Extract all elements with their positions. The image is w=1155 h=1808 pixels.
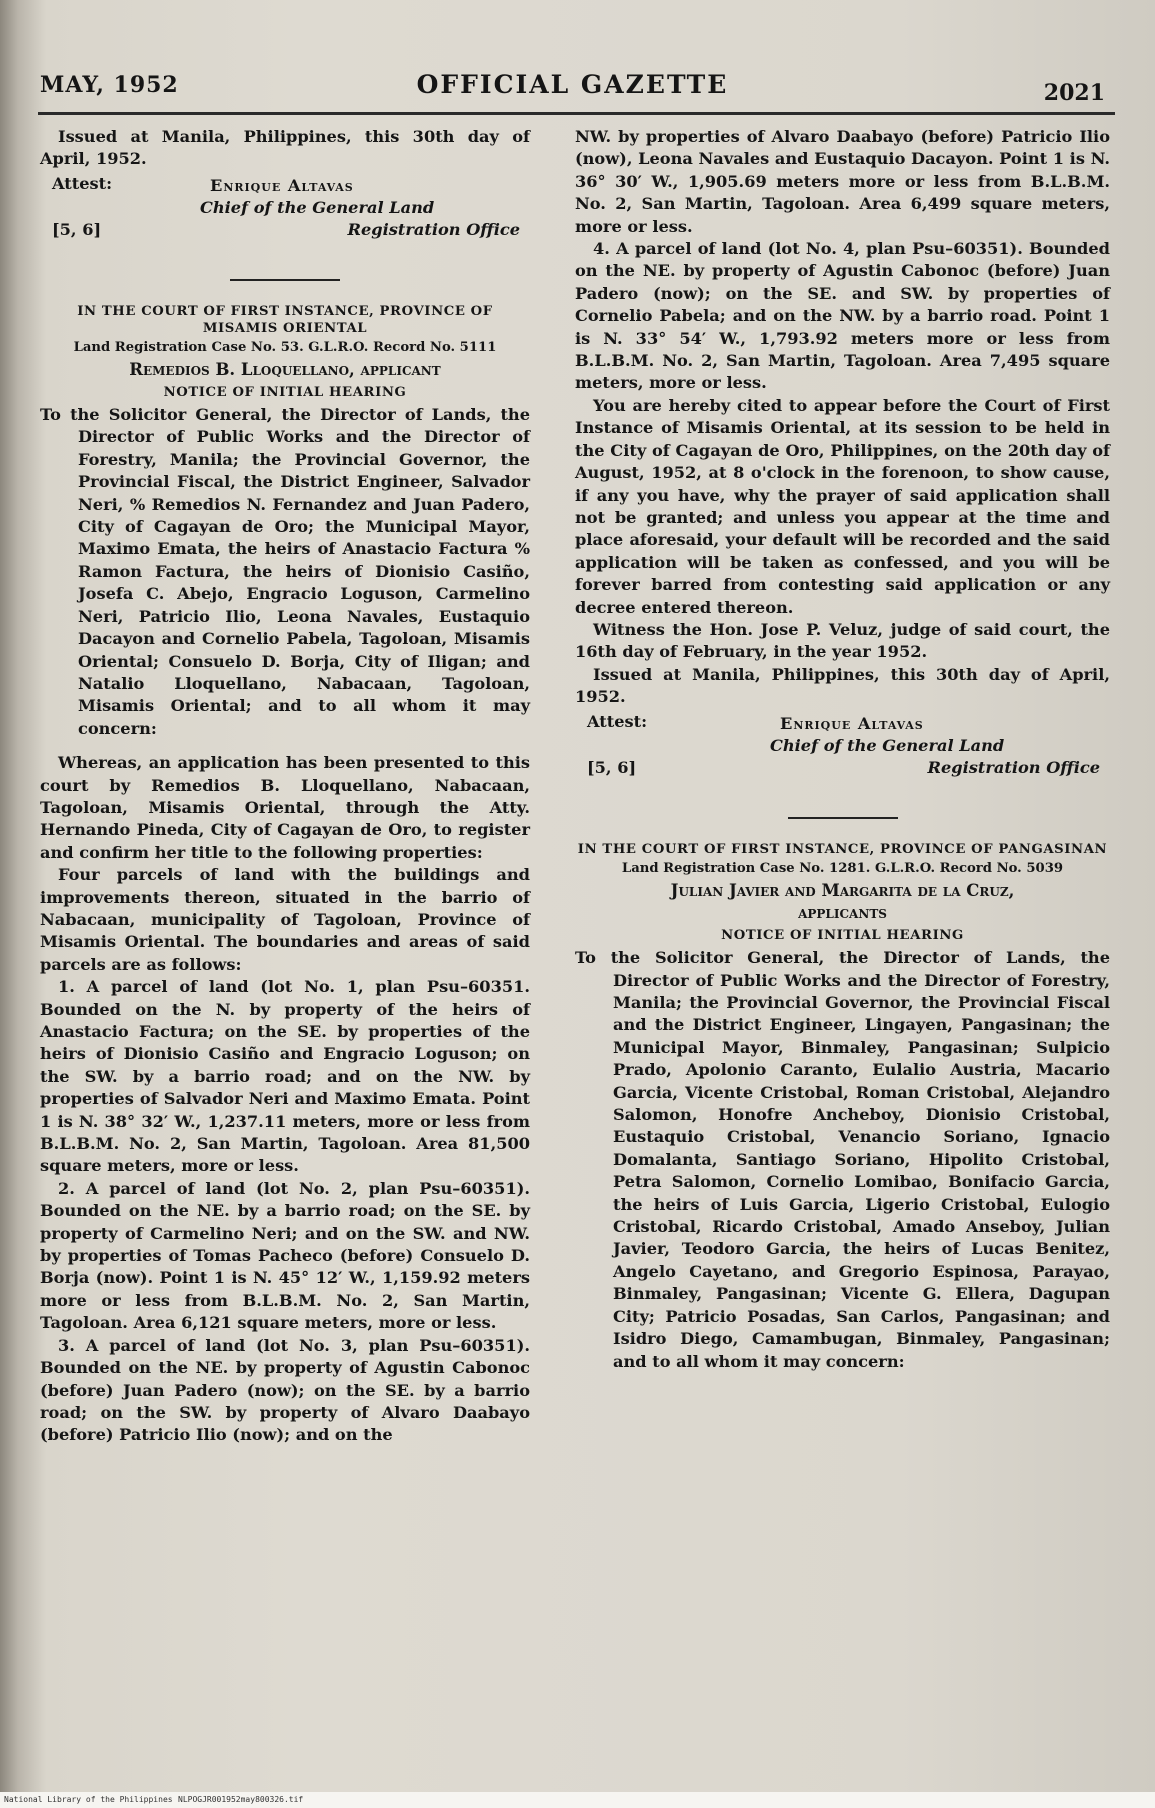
addressees-paragraph: To the Solicitor General, the Director of Lands, the Director of Public Works and the Director of Forestry, Manila; the Provincial Governor, the Provincial Fiscal and the District Engineer, Lingayen, Pangasinan; the Municipal Mayor, Binmaley, Pangasinan; Sulpicio Prado, Apolonio Caranto, Eulalio Austria, Macario Garcia, Vicente Cristobal, Roman Cristobal, Alejandro Salomon, Honofre Ancheboy, Dionisio Cristobal, Eustaquio Cristobal, Venancio Soriano, Ignacio Domalanta, Santiago Soriano, Hipolito Cristobal, Petra Salomon, Cornelio Lomibao, Bonifacio Garcia, the heirs of Luis Garcia, Ligerio Cristobal, Eulogio Cristobal, Ricardo Cristobal, Amado Anseboy, Julian Javier, Teodoro Garcia, the heirs of Lucas Benitez, Angelo Cayetano, and Gregorio Espinosa, Parayao, Binmaley, Pangasinan; Vicente G. Ellera, Dagupan City; Patricio Posadas, San Carlos, Pangasinan; and Isidro Diego, Camambugan, Binmaley, Pangasinan; and to all whom it may concern:: [575, 948, 1110, 1371]
library-credit: National Library of the Philippines: [4, 1795, 173, 1804]
applicants-names: Julian Javier and Margarita de la Cruz,: [670, 880, 1015, 900]
attest-name: Enrique Altavas: [210, 175, 354, 195]
parcel-2-paragraph: 2. A parcel of land (lot No. 2, plan Psu–60351). Bounded on the NE. by a barrio road; on the SE. by property of Carmelino Neri; and on the SW. and NW. by properties of Tomas Pacheco (before) Consuelo D. Borja (now). Point 1 is N. 45° 12′ W., 1,159.92 meters more or less from B.L.B.M. No. 2, San Martin, Tagoloan. Area 6,121 square meters, more or less.: [40, 1178, 530, 1333]
parcels-intro-paragraph: Four parcels of land with the buildings and improvements thereon, situated in the barrio of Nabacaan, municipality of Tagoloan, Province of Misamis Oriental. The boundaries and areas of said parcels are as follows:: [40, 865, 530, 974]
attest-title-line1: Chief of the General Land: [200, 197, 435, 217]
scan-footer: [0, 1792, 1155, 1808]
attest-title-line2: Registration Office: [927, 757, 1100, 777]
left-column: [40, 126, 530, 1447]
attestation: [40, 173, 530, 261]
section-separator: [230, 279, 340, 281]
header-rule: [38, 112, 1115, 115]
attest-title-line2: Registration Office: [347, 219, 520, 239]
attest-label: Attest:: [587, 711, 648, 731]
court-heading: IN THE COURT OF FIRST INSTANCE, PROVINCE OF MISAMIS ORIENTAL: [77, 303, 493, 336]
page-header: [40, 62, 1105, 114]
whereas-paragraph: Whereas, an application has been presented to this court by Remedios B. Lloquellano, Nabacaan, Tagoloan, Misamis Oriental, through the Atty. Hernando Pineda, City of Cagayan de Oro, to register and confirm her title to the following properties:: [40, 753, 530, 862]
header-date: MAY, 1952: [40, 72, 179, 98]
addressees-paragraph: To the Solicitor General, the Director of Lands, the Director of Public Works and the Director of Forestry, Manila; the Provincial Governor, the Provincial Fiscal, the District Engineer, Salvador Neri, % Remedios N. Fernandez and Juan Padero, City of Cagayan de Oro; the Municipal Mayor, Maximo Emata, the heirs of Anastacio Factura % Ramon Factura, the heirs of Dionisio Casiño, Josefa C. Abejo, Engracio Loguson, Carmelino Neri, Patricio Ilio, Leona Navales, Eustaquio Dacayon and Cornelio Pabela, Tagoloan, Misamis Oriental; Consuelo D. Borja, City of Iligan; and Natalio Lloquellano, Nabacaan, Tagoloan, Misamis Oriental; and to all whom it may concern:: [40, 405, 530, 738]
attestation: [575, 711, 1110, 799]
attest-name: Enrique Altavas: [780, 713, 924, 733]
parcel-4-paragraph: 4. A parcel of land (lot No. 4, plan Psu–60351). Bounded on the NE. by property of Agustin Cabonoc (before) Juan Padero (now); on the SE. and SW. by properties of Cornelio Pabela; and on the NW. by a barrio road. Point 1 is N. 33° 54′ W., 1,793.92 meters more or less from B.L.B.M. No. 2, San Martin, Tagoloan. Area 7,495 square meters, more or less.: [575, 239, 1110, 393]
case-number: Land Registration Case No. 1281. G.L.R.O. Record No. 5039: [621, 860, 1064, 876]
parcel-1-paragraph: 1. A parcel of land (lot No. 1, plan Psu–60351. Bounded on the N. by property of the heirs of Anastacio Factura; on the SE. by properties of the heirs of Dionisio Casiño and Engracio Loguson; on the SW. by a barrio road; and on the NW. by properties of Salvador Neri and Maximo Emata. Point 1 is N. 38° 32′ W., 1,237.11 meters, more or less from B.L.B.M. No. 2, San Martin, Tagoloan. Area 81,500 square meters, more or less.: [40, 977, 530, 1176]
attest-label: Attest:: [52, 173, 113, 193]
applicant-name: Remedios B. Lloquellano, applicant: [129, 360, 441, 380]
issued-statement: Issued at Manila, Philippines, this 30th day of April, 1952.: [575, 664, 1110, 707]
parcel-3-continued: NW. by properties of Alvaro Daabayo (before) Patricio Ilio (now), Leona Navales and Eustaquio Dacayon. Point 1 is N. 36° 30′ W., 1,905.69 meters more or less from B.L.B.M. No. 2, San Martin, Tagoloan. Area 6,499 square meters, more or less.: [575, 127, 1110, 236]
attest-title-line1: Chief of the General Land: [770, 735, 1005, 755]
section-separator: [788, 817, 898, 819]
header-title: OFFICIAL GAZETTE: [416, 70, 729, 99]
scan-filename: NLPOGJR001952may800326.tif: [178, 1795, 304, 1804]
publication-code: [5, 6]: [587, 757, 637, 777]
publication-code: [5, 6]: [52, 219, 102, 239]
page-number: 2021: [1043, 80, 1105, 106]
notice-heading: NOTICE OF INITIAL HEARING: [163, 384, 407, 400]
citation-paragraph: You are hereby cited to appear before the Court of First Instance of Misamis Oriental, at its session to be held in the City of Cagayan de Oro, Philippines, on the 20th day of August, 1952, at 8 o'clock in the forenoon, to show cause, if any you have, why the prayer of said application shall not be granted; and unless you appear at the time and place aforesaid, your default will be recorded and the said application will be taken as confessed, and you will be forever barred from contesting said application or any decree entered thereon.: [575, 395, 1110, 617]
witness-paragraph: Witness the Hon. Jose P. Veluz, judge of said court, the 16th day of February, in the year 1952.: [575, 619, 1110, 662]
issued-statement: Issued at Manila, Philippines, this 30th day of April, 1952.: [40, 127, 530, 169]
applicants-label: applicants: [798, 903, 887, 923]
right-column: [575, 126, 1110, 1373]
parcel-3-paragraph: 3. A parcel of land (lot No. 3, plan Psu–60351). Bounded on the NE. by property of Agustin Cabonoc (before) Juan Padero (now); on the SE. by a barrio road; on the SW. by property of Alvaro Daabayo (before) Patricio Ilio (now); and on the: [40, 1335, 530, 1445]
court-heading: IN THE COURT OF FIRST INSTANCE, PROVINCE OF PANGASINAN: [577, 841, 1108, 857]
case-number: Land Registration Case No. 53. G.L.R.O. Record No. 5111: [73, 339, 497, 355]
notice-heading: NOTICE OF INITIAL HEARING: [721, 927, 964, 943]
